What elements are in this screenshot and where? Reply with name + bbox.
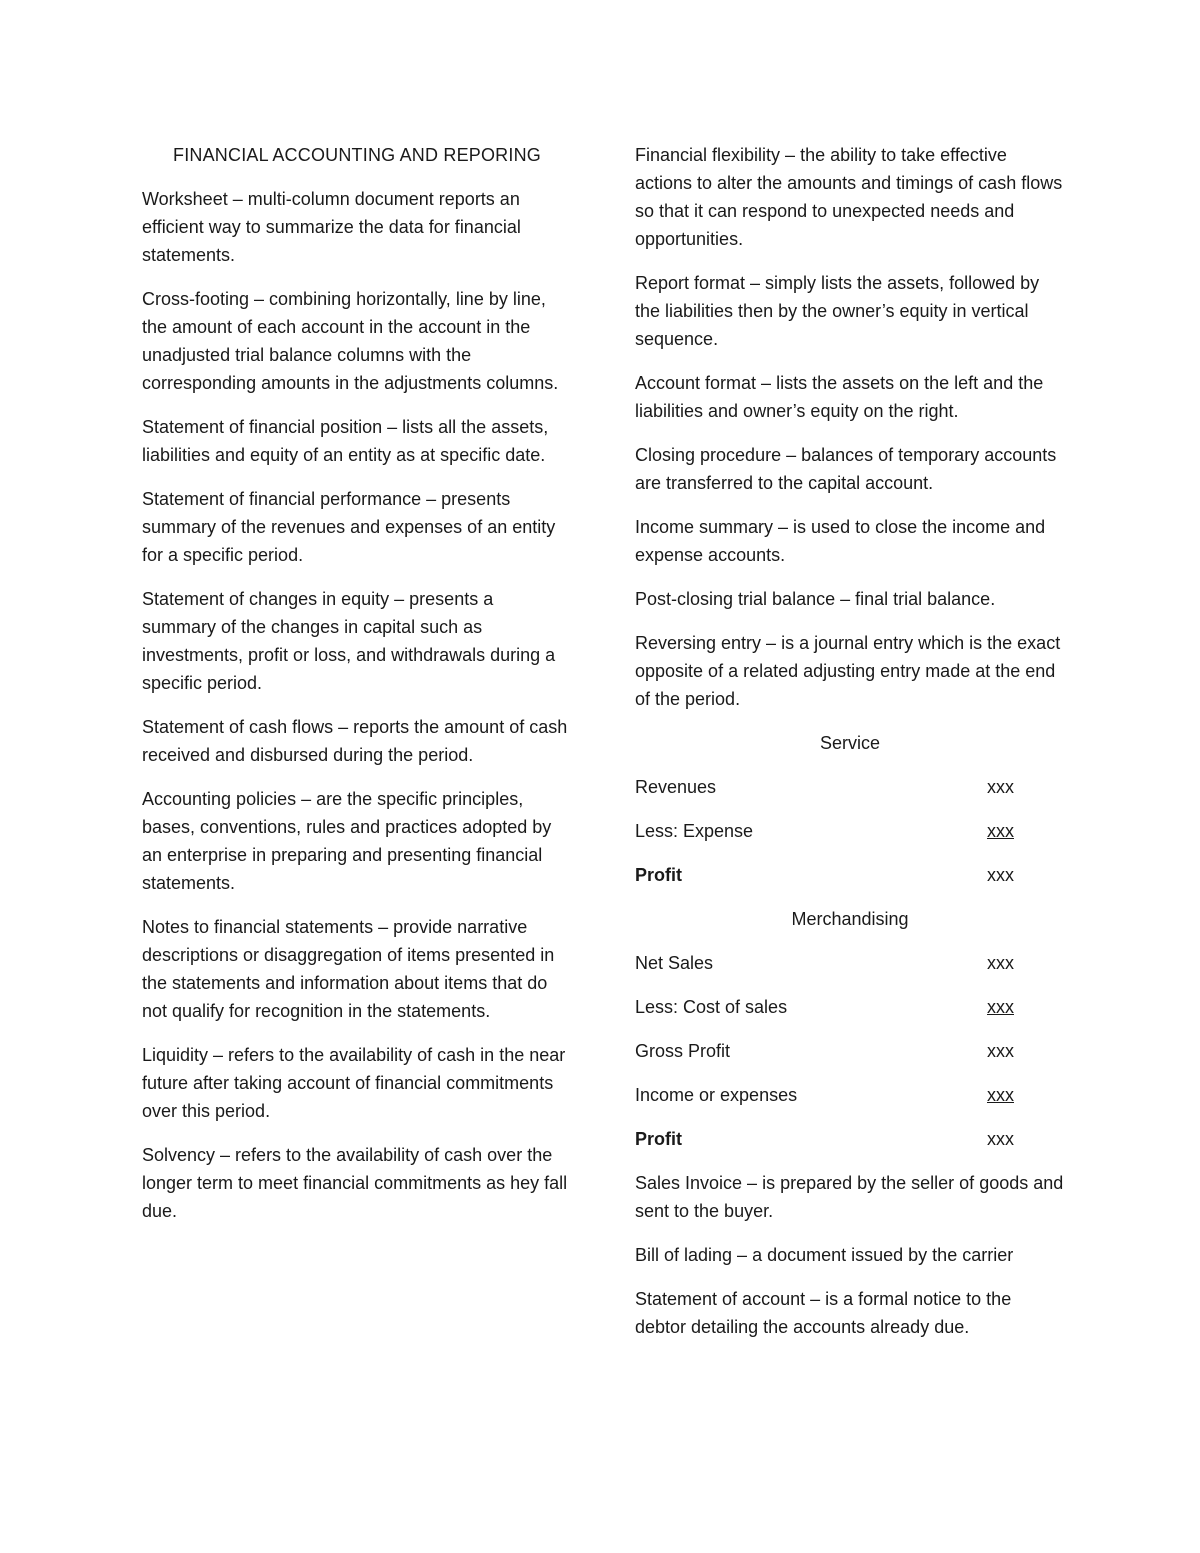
definition-bill-of-lading: Bill of lading – a document issued by the carrier: [635, 1245, 1014, 1265]
merch-row-amount: xxx: [987, 953, 1014, 973]
definition-accounting-policies: Accounting policies – are the specific principles, bases, conventions, rules and practices adopted by an enterprise in preparing and presenting financial statements.: [142, 789, 552, 893]
definition-post-closing: Post-closing trial balance – final trial balance.: [635, 589, 996, 609]
definition-notes: Notes to financial statements – provide narrative descriptions or disaggregation of items presented in the statements and information about items that do not qualify for recognition in the statements.: [142, 917, 555, 1021]
merch-row: [635, 1081, 1065, 1109]
merch-row: [635, 949, 1065, 977]
definition-report-format: Report format – simply lists the assets, followed by the liabilities then by the owner’s equity in vertical sequence.: [635, 273, 1040, 349]
definition-cash-flows: Statement of cash flows – reports the amount of cash received and disbursed during the period.: [142, 717, 568, 765]
merch-row: [635, 993, 1065, 1021]
merch-row-amount: xxx: [987, 1129, 1014, 1149]
service-row: [635, 773, 1065, 801]
definition-financial-position: Statement of financial position – lists all the assets, liabilities and equity of an entity as at specific date.: [142, 417, 549, 465]
merch-row-label: Less: Cost of sales: [635, 997, 788, 1017]
definition-financial-performance: Statement of financial performance – presents summary of the revenues and expenses of an entity for a specific period.: [142, 489, 556, 565]
merch-row-amount: xxx: [987, 1085, 1014, 1105]
definition-financial-flexibility: Financial flexibility – the ability to take effective actions to alter the amounts and timings of cash flows so that it can respond to unexpected needs and opportunities.: [635, 145, 1063, 249]
merchandising-heading: Merchandising: [791, 909, 909, 929]
definition-statement-of-account: Statement of account – is a formal notice to the debtor detailing the accounts already due.: [635, 1289, 1012, 1337]
merch-row-label: Income or expenses: [635, 1085, 798, 1105]
merch-row-amount: xxx: [987, 1041, 1014, 1061]
definition-account-format: Account format – lists the assets on the left and the liabilities and owner’s equity on the right.: [635, 373, 1044, 421]
service-row-amount: xxx: [987, 821, 1014, 841]
merch-row-amount: xxx: [987, 997, 1014, 1017]
service-row: [635, 861, 1065, 889]
definition-sales-invoice: Sales Invoice – is prepared by the seller of goods and sent to the buyer.: [635, 1173, 1064, 1221]
service-row: [635, 817, 1065, 845]
merch-row-label: Profit: [635, 1129, 682, 1149]
definition-solvency: Solvency – refers to the availability of cash over the longer term to meet financial commitments as hey fall due.: [142, 1145, 568, 1221]
definition-closing-procedure: Closing procedure – balances of temporary accounts are transferred to the capital account.: [635, 445, 1057, 493]
definition-worksheet: Worksheet – multi-column document reports an efficient way to summarize the data for financial statements.: [142, 189, 521, 265]
left-column: [142, 141, 572, 1241]
definition-liquidity: Liquidity – refers to the availability of cash in the near future after taking account of financial commitments over this period.: [142, 1045, 566, 1121]
document-title: FINANCIAL ACCOUNTING AND REPORING: [173, 145, 541, 165]
service-row-amount: xxx: [987, 777, 1014, 797]
definition-changes-in-equity: Statement of changes in equity – presents a summary of the changes in capital such as investments, profit or loss, and withdrawals during a specific period.: [142, 589, 556, 693]
merch-row-label: Gross Profit: [635, 1041, 731, 1061]
right-column: [635, 141, 1065, 1357]
service-row-label: Revenues: [635, 777, 717, 797]
merch-row-label: Net Sales: [635, 953, 714, 973]
merch-row: [635, 1037, 1065, 1065]
service-row-amount: xxx: [987, 865, 1014, 885]
service-row-label: Profit: [635, 865, 682, 885]
definition-income-summary: Income summary – is used to close the income and expense accounts.: [635, 517, 1046, 565]
merch-row: [635, 1125, 1065, 1153]
service-heading: Service: [819, 733, 881, 753]
definition-reversing-entry: Reversing entry – is a journal entry which is the exact opposite of a related adjusting entry made at the end of the period.: [635, 633, 1061, 709]
service-row-label: Less: Expense: [635, 821, 754, 841]
definition-cross-footing: Cross-footing – combining horizontally, line by line, the amount of each account in the account in the unadjusted trial balance columns with the corresponding amounts in the adjustments columns.: [142, 289, 559, 393]
